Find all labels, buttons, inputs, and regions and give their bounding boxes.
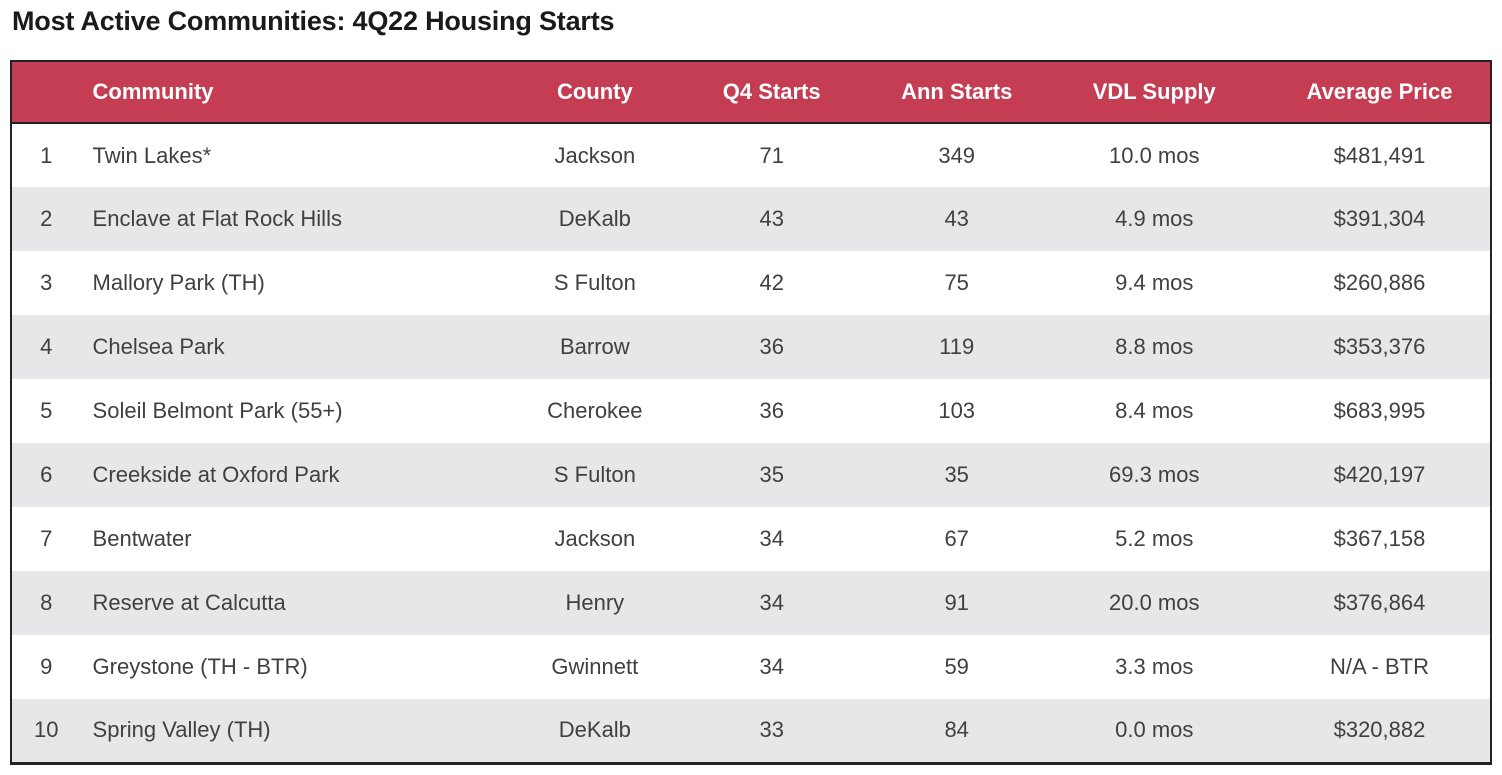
table-row — [11, 379, 1491, 443]
cell-average-price: $260,886 — [1333, 270, 1426, 295]
table-row — [11, 251, 1491, 315]
cell-rank: 8 — [40, 590, 53, 615]
header-community: Community — [81, 61, 521, 123]
cell-community: Spring Valley (TH) — [92, 717, 271, 743]
table-row — [11, 699, 1491, 763]
header-county: County — [520, 61, 669, 123]
cell-community: Bentwater — [92, 526, 192, 551]
cell-rank: 2 — [40, 206, 53, 231]
header-row — [11, 61, 1491, 123]
cell-average-price: $353,376 — [1333, 334, 1426, 359]
cell-q4-starts: 35 — [759, 462, 784, 487]
table-header — [11, 61, 1491, 123]
cell-average-price: $481,491 — [1333, 142, 1426, 168]
header-rank — [11, 61, 81, 123]
cell-average-price: $391,304 — [1333, 206, 1426, 231]
cell-q4-starts: 36 — [759, 398, 784, 423]
table-row — [11, 443, 1491, 507]
cell-ann-starts: 35 — [944, 462, 969, 487]
cell-county: S Fulton — [553, 270, 636, 295]
cell-vdl-supply: 8.4 mos — [1115, 398, 1194, 423]
cell-county: Barrow — [560, 334, 630, 359]
cell-average-price: $683,995 — [1333, 398, 1426, 423]
header-q4-starts: Q4 Starts — [670, 61, 874, 123]
table-row — [11, 315, 1491, 379]
cell-county: DeKalb — [558, 206, 631, 231]
cell-q4-starts: 34 — [759, 590, 784, 615]
cell-q4-starts: 43 — [759, 206, 784, 231]
cell-community: Chelsea Park — [92, 334, 225, 359]
table-row — [11, 507, 1491, 571]
cell-ann-starts: 103 — [938, 398, 976, 423]
cell-ann-starts: 75 — [944, 270, 969, 295]
cell-vdl-supply: 8.8 mos — [1115, 334, 1194, 359]
header-ann-starts: Ann Starts — [874, 61, 1040, 123]
header-vdl-supply: VDL Supply — [1040, 61, 1269, 123]
cell-ann-starts: 43 — [944, 206, 969, 231]
housing-starts-table — [10, 60, 1492, 765]
cell-vdl-supply: 3.3 mos — [1115, 654, 1194, 679]
cell-rank: 1 — [40, 142, 53, 168]
cell-ann-starts: 84 — [944, 717, 969, 743]
cell-ann-starts: 91 — [944, 590, 969, 615]
cell-rank: 4 — [40, 334, 53, 359]
cell-county: DeKalb — [558, 717, 631, 743]
cell-vdl-supply: 69.3 mos — [1109, 462, 1200, 487]
cell-community: Reserve at Calcutta — [92, 590, 286, 615]
page-title: Most Active Communities: 4Q22 Housing Starts — [12, 6, 615, 36]
cell-q4-starts: 71 — [759, 142, 784, 168]
table-row — [11, 123, 1491, 187]
cell-rank: 3 — [40, 270, 53, 295]
table-row — [11, 635, 1491, 699]
cell-q4-starts: 34 — [759, 654, 784, 679]
cell-vdl-supply: 4.9 mos — [1115, 206, 1194, 231]
cell-community: Enclave at Flat Rock Hills — [92, 206, 342, 231]
table-row — [11, 571, 1491, 635]
cell-q4-starts: 33 — [759, 717, 784, 743]
cell-rank: 6 — [40, 462, 53, 487]
cell-average-price: $420,197 — [1333, 462, 1426, 487]
cell-ann-starts: 349 — [938, 142, 976, 168]
cell-q4-starts: 42 — [759, 270, 784, 295]
cell-rank: 9 — [40, 654, 53, 679]
cell-community: Mallory Park (TH) — [92, 270, 265, 295]
cell-average-price: $376,864 — [1333, 590, 1426, 615]
header-average-price: Average Price — [1269, 61, 1491, 123]
cell-county: Jackson — [554, 526, 636, 551]
cell-average-price: $367,158 — [1333, 526, 1426, 551]
cell-community: Creekside at Oxford Park — [92, 462, 340, 487]
cell-ann-starts: 119 — [939, 334, 975, 359]
cell-community: Soleil Belmont Park (55+) — [92, 398, 343, 423]
cell-rank: 5 — [40, 398, 53, 423]
cell-vdl-supply: 0.0 mos — [1115, 717, 1194, 743]
cell-q4-starts: 36 — [759, 334, 784, 359]
cell-average-price: N/A - BTR — [1329, 654, 1429, 679]
cell-average-price: $320,882 — [1333, 717, 1426, 743]
cell-community: Greystone (TH - BTR) — [92, 654, 308, 679]
cell-q4-starts: 34 — [759, 526, 784, 551]
cell-rank: 7 — [40, 526, 53, 551]
cell-county: Cherokee — [547, 398, 643, 423]
cell-county: S Fulton — [553, 462, 636, 487]
cell-county: Henry — [565, 590, 625, 615]
table-body — [11, 123, 1491, 763]
cell-rank: 10 — [34, 717, 59, 743]
cell-vdl-supply: 10.0 mos — [1109, 142, 1200, 168]
cell-ann-starts: 67 — [944, 526, 969, 551]
cell-ann-starts: 59 — [944, 654, 969, 679]
table-row — [11, 187, 1491, 251]
cell-vdl-supply: 9.4 mos — [1115, 270, 1194, 295]
cell-county: Gwinnett — [551, 654, 639, 679]
cell-county: Jackson — [554, 142, 636, 168]
cell-community: Twin Lakes* — [92, 142, 212, 168]
cell-vdl-supply: 5.2 mos — [1115, 526, 1194, 551]
cell-vdl-supply: 20.0 mos — [1109, 590, 1200, 615]
